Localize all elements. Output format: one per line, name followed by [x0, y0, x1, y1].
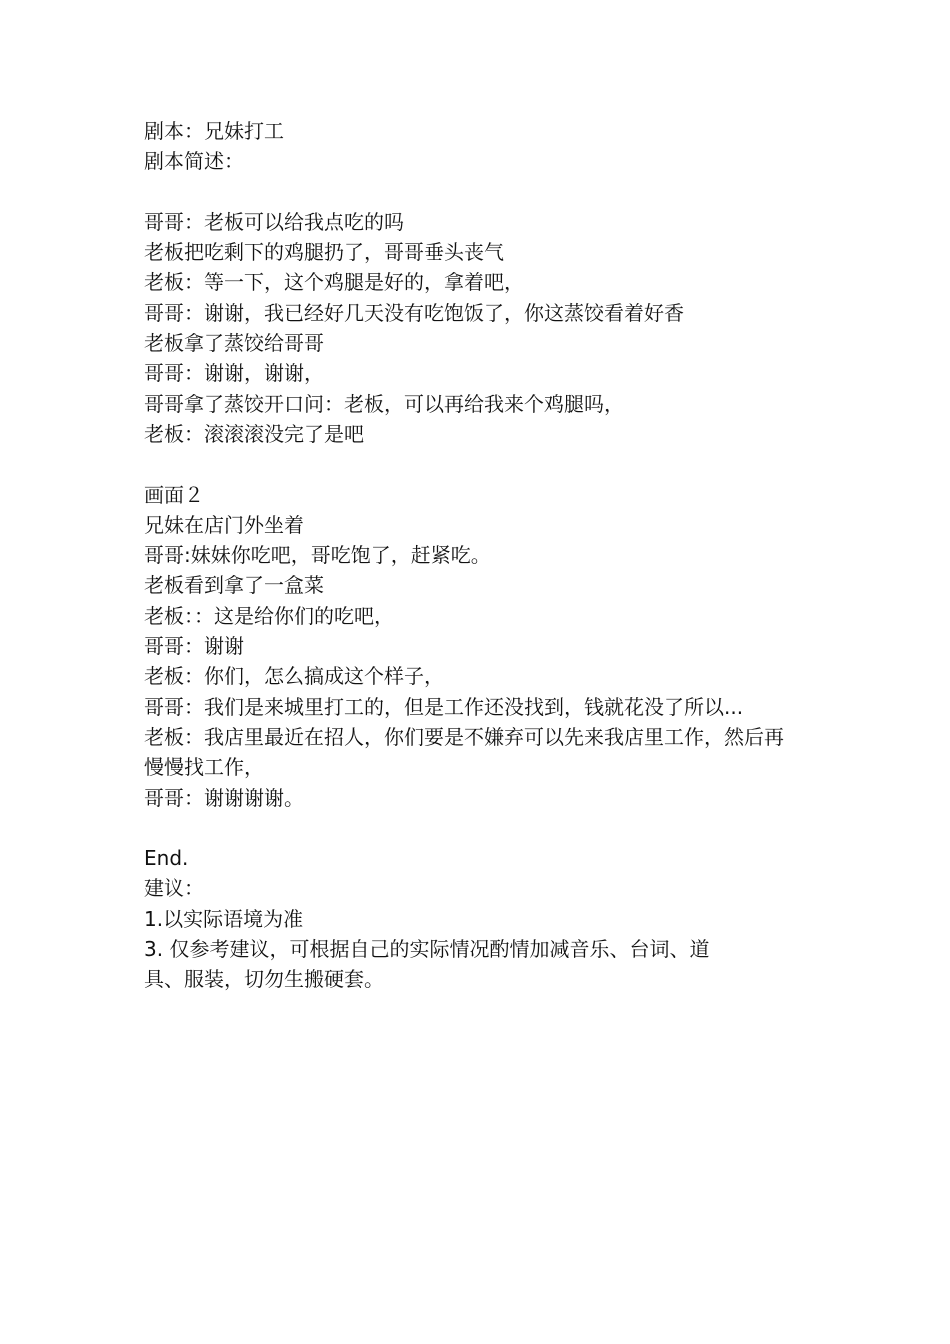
script-body: [144, 116, 804, 995]
end-marker: End.: [144, 846, 189, 871]
blank-line: [144, 449, 804, 479]
scene1-line: 老板拿了蒸饺给哥哥: [144, 331, 324, 356]
scene2-line: 哥哥：谢谢: [144, 634, 244, 659]
scene2-line: 哥哥：我们是来城里打工的，但是工作还没找到，钱就花没了所以...: [144, 694, 744, 719]
scene1-line: 老板把吃剩下的鸡腿扔了，哥哥垂头丧气: [144, 240, 504, 265]
scene1-line: 哥哥拿了蒸饺开口问：老板，可以再给我来个鸡腿吗，: [144, 391, 624, 416]
scene2-heading: 画面２: [144, 482, 204, 507]
advice-item: 1.以实际语境为准: [144, 906, 304, 931]
scene1-line: 老板：等一下，这个鸡腿是好的，拿着吧，: [144, 270, 524, 295]
script-title: 剧本：兄妹打工: [144, 119, 284, 143]
scene1-line: 哥哥：谢谢，谢谢，: [144, 361, 324, 386]
scene2-line: 老板：我店里最近在招人，你们要是不嫌弃可以先来我店里工作，然后再慢慢找工作，: [144, 724, 784, 780]
scene2-line: 兄妹在店门外坐着: [144, 512, 304, 537]
scene2-line: 老板：：这是给你们的吃吧，: [144, 603, 394, 628]
scene1-line: 老板：滚滚滚没完了是吧: [144, 421, 364, 446]
scene1-line: 哥哥：老板可以给我点吃的吗: [144, 209, 404, 234]
scene2-line: 哥哥:妹妹你吃吧，哥吃饱了，赶紧吃。: [144, 543, 491, 568]
scene2-line: 老板看到拿了一盒菜: [144, 573, 324, 598]
advice-item: 3. 仅参考建议，可根据自己的实际情况酌情加减音乐、台词、道具、服装，切勿生搬硬套。: [144, 937, 710, 992]
blank-line: [144, 177, 804, 207]
blank-line: [144, 813, 804, 843]
scene2-line: 哥哥：谢谢谢谢。: [144, 785, 304, 810]
summary-label: 剧本简述：: [144, 149, 244, 174]
advice-label: 建议：: [144, 876, 204, 901]
scene2-line: 老板：你们，怎么搞成这个样子，: [144, 664, 444, 689]
scene1-line: 哥哥：谢谢，我已经好几天没有吃饱饭了，你这蒸饺看着好香: [144, 300, 684, 325]
